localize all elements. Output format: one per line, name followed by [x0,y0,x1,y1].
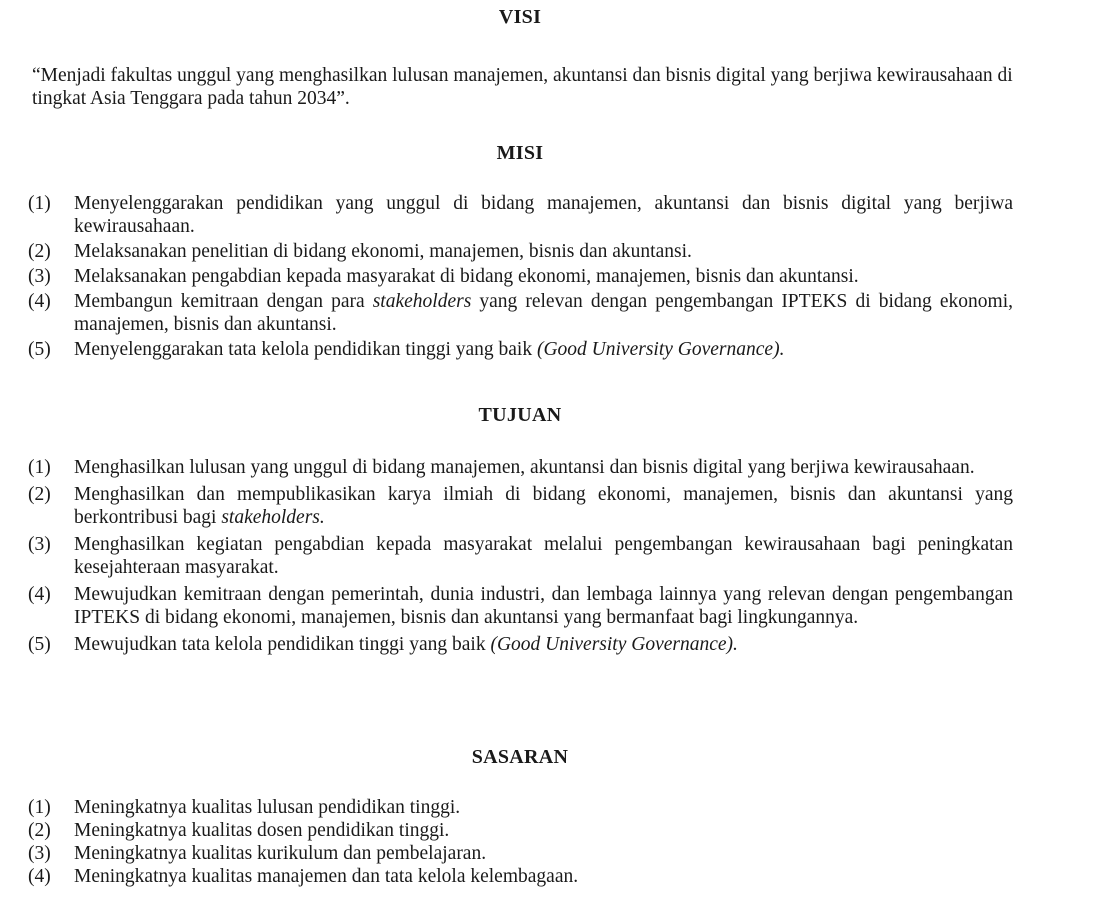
tujuan-item-text-pre: Menghasilkan dan mempublikasikan karya ilmiah di bidang ekonomi, manajemen, bisnis dan akuntansi yang berkontribusi bagi [74,484,1013,528]
tujuan-item-number: (3) [28,534,51,555]
sasaran-item-text: Meningkatnya kualitas kurikulum dan pembelajaran. [74,843,487,864]
tujuan-item-number: (5) [28,634,51,655]
misi-item-text-pre: Menyelenggarakan tata kelola pendidikan tinggi yang baik [74,339,537,360]
misi-list [28,192,1013,363]
misi-item-text-post: yang relevan dengan pengembangan IPTEKS di bidang ekonomi, manajemen, bisnis dan akuntansi. [74,291,1013,335]
misi-item-text-pre: Membangun kemitraan dengan para [74,291,373,312]
sasaran-item-3 [28,842,1013,865]
tujuan-item-3 [28,533,1013,579]
misi-item-3 [28,265,1013,288]
misi-item-5 [28,338,1013,361]
visi-heading: VISI [498,6,542,28]
tujuan-item-text-pre: Mewujudkan tata kelola pendidikan tinggi yang baik [74,634,491,655]
tujuan-item-text: Menghasilkan lulusan yang unggul di bidang manajemen, akuntansi dan bisnis digital yang berjiwa kewirausahaan. [74,457,975,478]
sasaran-item-number: (3) [28,843,51,864]
sasaran-item-number: (2) [28,820,51,841]
misi-item-4 [28,290,1013,336]
misi-item-number: (3) [28,266,51,287]
tujuan-item-2 [28,483,1013,529]
tujuan-item-text: Menghasilkan kegiatan pengabdian kepada masyarakat melalui pengembangan kewirausahaan bagi peningkatan kesejahteraan masyarakat. [74,534,1013,578]
sasaran-heading: SASARAN [471,746,569,768]
visi-text: “Menjadi fakultas unggul yang menghasilkan lulusan manajemen, akuntansi dan bisnis digital yang berjiwa kewirausahaan di tingkat Asia Tenggara pada tahun 2034”. [32,65,1013,109]
misi-item-text-italic: stakeholders [372,291,472,312]
sasaran-item-1 [28,796,1013,819]
sasaran-item-number: (1) [28,797,51,818]
misi-item-number: (1) [28,193,51,214]
tujuan-item-4 [28,583,1013,629]
tujuan-item-text-italic: stakeholders. [221,507,325,528]
misi-item-text-italic: (Good University Governance). [536,339,785,360]
misi-item-2 [28,240,1013,263]
tujuan-item-1 [28,456,1013,479]
sasaran-item-text: Meningkatnya kualitas dosen pendidikan tinggi. [74,820,450,841]
sasaran-item-text: Meningkatnya kualitas lulusan pendidikan tinggi. [74,797,461,818]
sasaran-list [28,796,1013,888]
tujuan-item-number: (1) [28,457,51,478]
misi-item-text: Melaksanakan pengabdian kepada masyarakat di bidang ekonomi, manajemen, bisnis dan akuntansi. [74,266,859,287]
tujuan-item-text-italic: (Good University Governance). [490,634,738,655]
misi-item-number: (2) [28,241,51,262]
tujuan-item-number: (2) [28,484,51,505]
sasaran-item-2 [28,819,1013,842]
tujuan-heading: TUJUAN [478,404,562,426]
tujuan-item-number: (4) [28,584,51,605]
sasaran-item-number: (4) [28,866,51,887]
sasaran-item-4 [28,865,1013,888]
tujuan-item-text: Mewujudkan kemitraan dengan pemerintah, dunia industri, dan lembaga lainnya yang relevan dengan pengembangan IPTEKS di bidang ekonomi, manajemen, bisnis dan akuntansi yang bermanfaat bagi lingkungannya. [74,584,1013,628]
misi-item-number: (4) [28,291,51,312]
misi-item-number: (5) [28,339,51,360]
tujuan-item-5 [28,633,1013,656]
misi-item-1 [28,192,1013,238]
misi-item-text: Melaksanakan penelitian di bidang ekonomi, manajemen, bisnis dan akuntansi. [74,241,692,262]
tujuan-list [28,456,1013,660]
misi-heading: MISI [496,142,544,164]
sasaran-item-text: Meningkatnya kualitas manajemen dan tata kelola kelembagaan. [74,866,579,887]
misi-item-text: Menyelenggarakan pendidikan yang unggul di bidang manajemen, akuntansi dan bisnis digital yang berjiwa kewirausahaan. [74,193,1013,237]
